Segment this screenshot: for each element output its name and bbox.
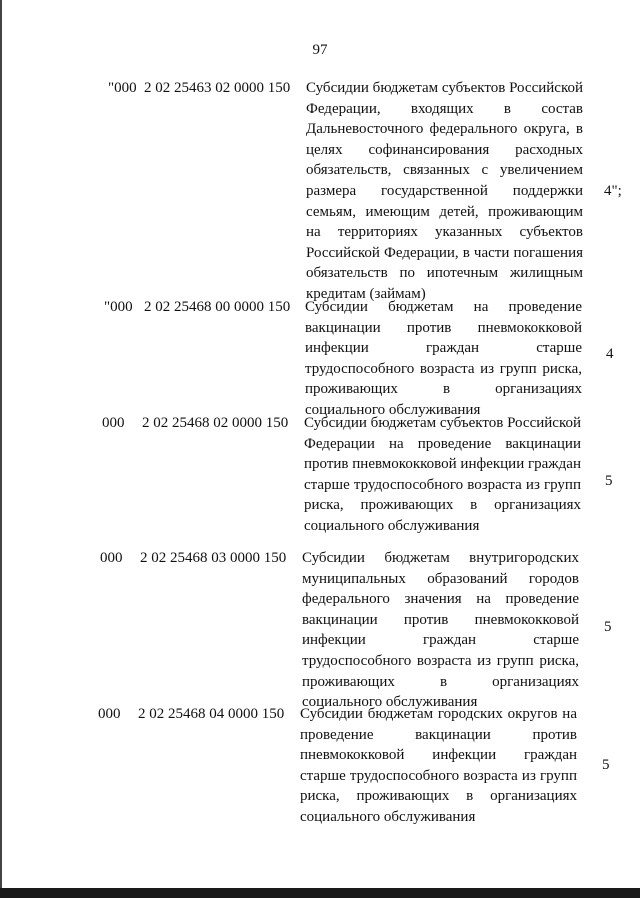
admin-code: 000 xyxy=(100,550,123,566)
scan-left-edge xyxy=(0,0,2,898)
row-value: 4"; xyxy=(604,183,622,199)
admin-code: "000 xyxy=(108,80,137,96)
budget-code: 2 02 25463 02 0000 150 xyxy=(144,80,291,96)
budget-code: 2 02 25468 04 0000 150 xyxy=(138,706,285,722)
row-description: Субсидии бюджетам внутригородских муниципальных образований городов федерального значения на проведение вакцинации против пневмококковой инфекции граждан старше трудоспособного возраста из групп риска, проживающих в организациях социального обслуживания xyxy=(302,550,579,711)
row-description: Субсидии бюджетам субъектов Российской Федерации, входящих в состав Дальневосточного федерального округа, в целях софинансирования расходных обязательств, связанных с увеличением размера государственной поддержки семьям, имеющим детей, проживающим на территориях указанных субъектов Российской Федерации, в части погашения обязательств по ипотечным жилищным кредитам (займам) xyxy=(306,80,583,302)
admin-code: 000 xyxy=(98,706,121,722)
row-value: 4 xyxy=(606,346,614,362)
admin-code: 000 xyxy=(102,415,125,431)
budget-code: 2 02 25468 03 0000 150 xyxy=(140,550,287,566)
row-description: Субсидии бюджетам субъектов Российской Федерации на проведение вакцинации против пневмококковой инфекции граждан старше трудоспособного возраста из групп риска, проживающих в организациях социального обслуживания xyxy=(304,415,581,534)
row-value: 5 xyxy=(605,473,613,489)
row-value: 5 xyxy=(602,757,610,773)
budget-code: 2 02 25468 02 0000 150 xyxy=(142,415,289,431)
admin-code: "000 xyxy=(104,299,133,315)
budget-code: 2 02 25468 00 0000 150 xyxy=(144,299,291,315)
page-number: 97 xyxy=(312,42,328,58)
row-description: Субсидии бюджетам на проведение вакцинации против пневмококковой инфекции граждан старше трудоспособного возраста из групп риска, проживающих в организациях социального обслуживания xyxy=(305,299,582,418)
row-description: Субсидии бюджетам городских округов на проведение вакцинации против пневмококковой инфекции граждан старше трудоспособного возраста из групп риска, проживающих в организациях социального обслуживания xyxy=(300,706,577,825)
scan-bottom-edge xyxy=(0,888,640,898)
row-value: 5 xyxy=(604,619,612,635)
